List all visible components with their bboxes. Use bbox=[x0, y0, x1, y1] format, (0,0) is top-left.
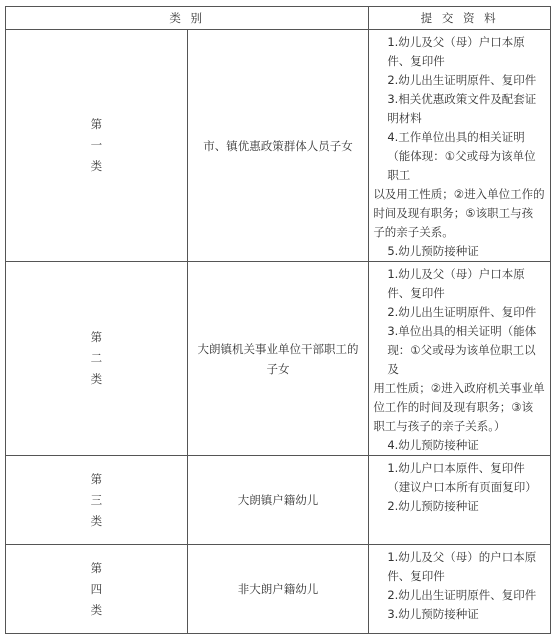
materials-cell bbox=[369, 262, 551, 456]
class-label bbox=[6, 262, 188, 456]
table-row bbox=[6, 456, 551, 545]
group-description: 非大朗户籍幼儿 bbox=[187, 545, 369, 634]
category-header: 类 别 bbox=[6, 7, 369, 30]
group-description: 市、镇优惠政策群体人员子女 bbox=[187, 30, 369, 262]
class-label bbox=[6, 456, 188, 545]
class-label-char: 类 bbox=[90, 513, 103, 528]
table-row bbox=[6, 30, 551, 262]
table-row bbox=[6, 545, 551, 634]
material-line: 职工与孩子的亲子关系。） bbox=[373, 419, 506, 433]
materials-cell bbox=[369, 30, 551, 262]
group-description: 大朗镇机关事业单位干部职工的子女 bbox=[187, 262, 369, 456]
material-line: 3.单位出具的相关证明（能体现：①父或母为该单位职工以及 bbox=[387, 324, 537, 376]
materials-table bbox=[5, 6, 551, 634]
class-label-char: 第 bbox=[90, 330, 103, 344]
group-description: 大朗镇户籍幼儿 bbox=[187, 456, 369, 545]
class-label-char: 三 bbox=[90, 492, 103, 507]
class-label-char: 二 bbox=[90, 351, 103, 365]
material-line: 1.幼儿及父（母）户口本原件、复印件 bbox=[387, 267, 525, 300]
material-line: 2.幼儿出生证明原件、复印件 bbox=[387, 588, 537, 602]
class-label-char: 类 bbox=[90, 372, 103, 386]
material-line: 3.相关优惠政策文件及配套证明材料 bbox=[387, 92, 537, 125]
material-line: 3.幼儿预防接种证 bbox=[387, 607, 479, 621]
class-label-char: 第 bbox=[90, 117, 103, 131]
table-body bbox=[6, 30, 551, 634]
material-line: 以及用工性质；②进入单位工作的时间及现有职务；⑤该职工与孩 bbox=[373, 187, 545, 220]
material-line: 2.幼儿预防接种证 bbox=[387, 499, 479, 513]
material-line: 4.幼儿预防接种证 bbox=[387, 438, 479, 452]
class-label-char: 四 bbox=[90, 581, 103, 596]
material-line: 4.工作单位出具的相关证明（能体现：①父或母为该单位职工 bbox=[387, 130, 536, 182]
class-label bbox=[6, 30, 188, 262]
class-label-char: 第 bbox=[90, 471, 103, 486]
material-line: 2.幼儿出生证明原件、复印件 bbox=[387, 73, 537, 87]
material-line: 2.幼儿出生证明原件、复印件 bbox=[387, 305, 537, 319]
table-row bbox=[6, 262, 551, 456]
materials-cell bbox=[369, 456, 551, 545]
materials-header: 提 交 资 料 bbox=[369, 7, 551, 30]
material-line: 子的亲子关系。 bbox=[373, 225, 454, 239]
class-label-char: 第 bbox=[90, 560, 103, 575]
material-line: 5.幼儿预防接种证 bbox=[387, 244, 479, 258]
class-label-char: 一 bbox=[90, 138, 103, 152]
materials-cell bbox=[369, 545, 551, 634]
class-label-char: 类 bbox=[90, 602, 103, 617]
material-line: 1.幼儿及父（母）户口本原件、复印件 bbox=[387, 35, 525, 68]
material-line: 1.幼儿及父（母）的户口本原件、复印件 bbox=[387, 550, 537, 583]
header-row bbox=[6, 7, 551, 30]
material-line: 1.幼儿户口本原件、复印件（建议户口本所有页面复印） bbox=[387, 461, 537, 494]
class-label bbox=[6, 545, 188, 634]
material-line: 用工性质；②进入政府机关事业单位工作的时间及现有职务；③该 bbox=[373, 381, 545, 414]
class-label-char: 类 bbox=[90, 159, 103, 173]
